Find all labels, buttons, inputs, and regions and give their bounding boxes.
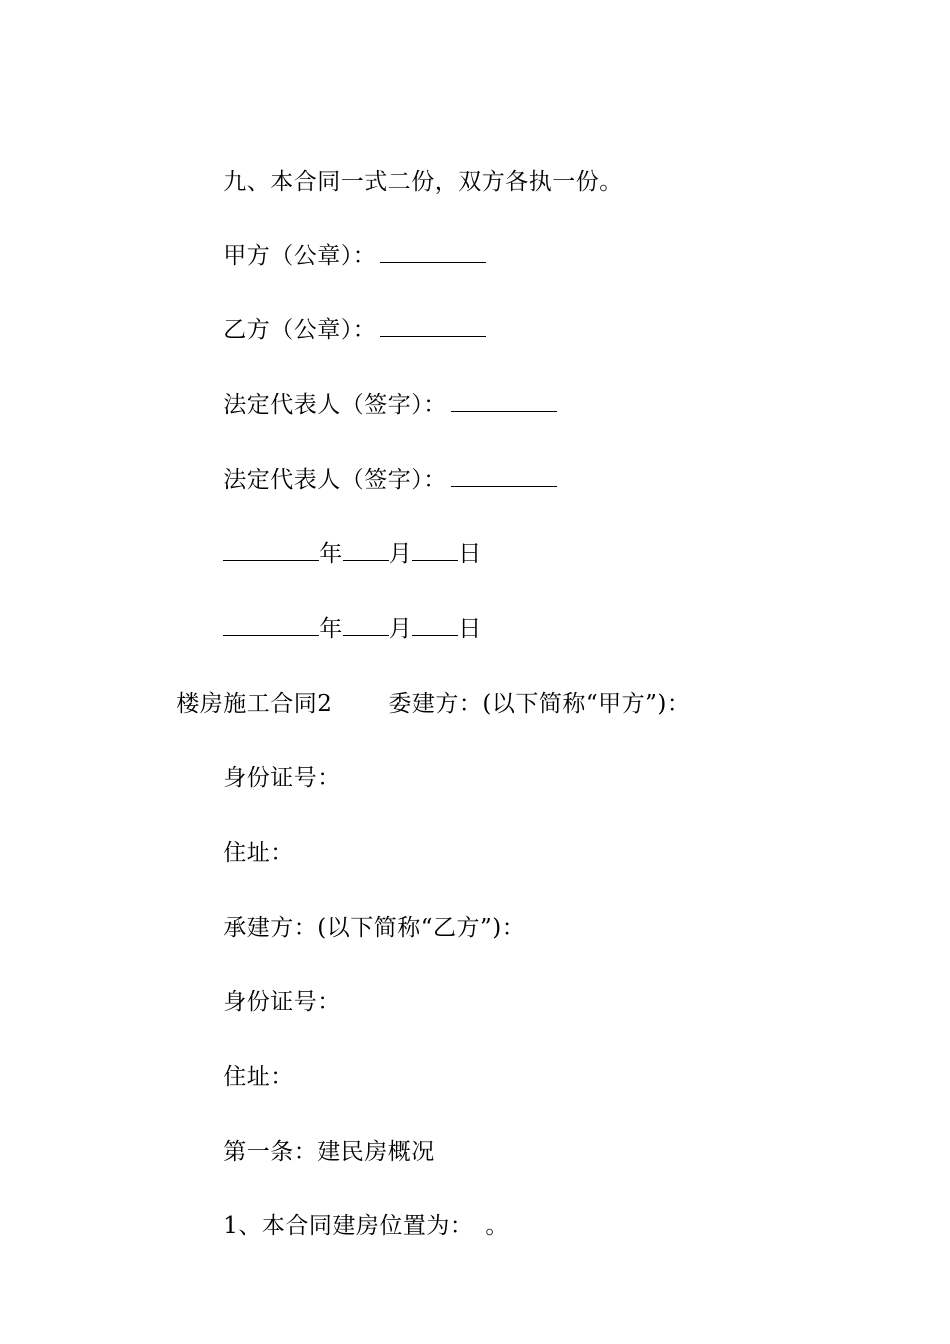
date-b-month-blank — [343, 615, 389, 636]
legal-rep-a-blank — [451, 391, 557, 412]
date-b-day-label: 日 — [458, 616, 482, 642]
date-a-month-label: 月 — [388, 541, 413, 567]
party-a-id-label: 身份证号： — [223, 765, 341, 791]
date-a-day-blank — [412, 540, 458, 561]
clause-nine-text: 九、本合同一式二份，双方各执一份。 — [223, 169, 623, 195]
date-b-month-label: 月 — [388, 616, 413, 642]
party-b-seal-label: 乙方（公章）： — [223, 317, 377, 343]
party-a-seal-label: 甲方（公章）： — [223, 243, 377, 269]
article-one-item-one — [192, 1181, 509, 1271]
legal-rep-b-blank — [451, 466, 557, 487]
party-a-address-label: 住址： — [223, 840, 294, 866]
commissioning-party-label: 委建方：(以下简称“甲方”)： — [388, 691, 691, 717]
contractor-party-label: 承建方：(以下简称“乙方”)： — [223, 915, 526, 941]
contract-two-title: 楼房施工合同2 — [176, 691, 333, 717]
party-a-seal-blank — [380, 242, 486, 263]
date-b-year-blank — [223, 615, 319, 636]
date-a-month-blank — [343, 540, 389, 561]
date-a-year-blank — [223, 540, 319, 561]
party-b-address-label: 住址： — [223, 1064, 294, 1090]
date-b-year-label: 年 — [319, 616, 343, 642]
legal-rep-b-label: 法定代表人（签字）： — [223, 467, 447, 493]
legal-rep-a-label: 法定代表人（签字）： — [223, 392, 447, 418]
article-one-title: 第一条：建民房概况 — [223, 1139, 435, 1165]
date-a-year-label: 年 — [319, 541, 343, 567]
date-b-day-blank — [412, 615, 458, 636]
building-location-text: 1、本合同建房位置为： 。 — [223, 1213, 509, 1239]
party-b-id-label: 身份证号： — [223, 989, 341, 1015]
date-a-day-label: 日 — [458, 541, 482, 567]
party-b-seal-blank — [380, 316, 486, 337]
